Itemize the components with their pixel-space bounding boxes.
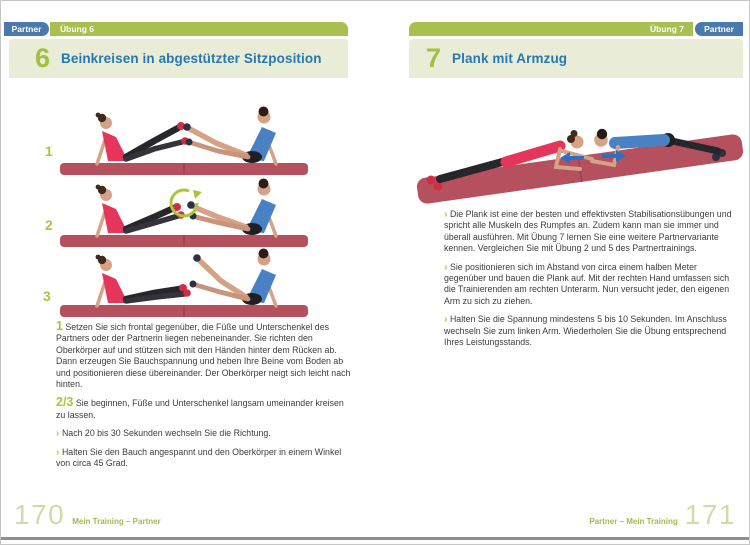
- running-title: Mein Training – Partner: [72, 516, 161, 526]
- exercise-number-right: 7: [426, 43, 442, 73]
- exercise-number-left: 6: [35, 43, 51, 73]
- woman-figure: [96, 185, 185, 236]
- footer-left: [14, 499, 161, 530]
- step-marker: 1: [56, 319, 63, 333]
- instruction-step: [56, 447, 351, 470]
- rotation-arrow-annotation: [171, 190, 202, 216]
- instructions-right: [444, 209, 736, 355]
- step-text: Die Plank ist eine der besten und effektivsten Stabilisationsübungen und spricht alle Muskeln des Rumpfes an. Zudem kann man sie immer und überall ausführen. Mit Übung 7 lernen Sie eine weitere Partnervariante kennen. Vergleichen Sie mit Übung 2 und 5 des Partnertrainings.: [444, 209, 732, 254]
- page-number: 170: [14, 499, 66, 530]
- figure-step-label: 2: [45, 217, 53, 233]
- category-tab-right: Partner: [695, 22, 743, 36]
- woman-figure: [96, 113, 189, 164]
- chevron-bullet-icon: ›: [56, 427, 60, 440]
- category-tab-left: Partner: [4, 22, 49, 36]
- figure-step-label: 1: [45, 143, 53, 159]
- man-figure: [187, 179, 276, 237]
- page-number: 171: [684, 499, 736, 530]
- exercise-photo-step-3: [56, 239, 314, 321]
- exercise-photo-plank: [414, 99, 746, 209]
- scan-bottom-edge: [1, 537, 749, 540]
- instruction-step: [444, 209, 736, 255]
- chevron-bullet-icon: ›: [444, 208, 448, 220]
- chevron-bullet-icon: ›: [444, 260, 448, 273]
- title-box-right: [409, 39, 743, 78]
- exercise-bar-left-label: Übung 6: [60, 24, 94, 34]
- partner-plank-illustration: [414, 99, 746, 209]
- exercise-bar-right: [409, 22, 693, 36]
- instruction-step: [56, 397, 351, 421]
- step-text: Halten Sie den Bauch angespannt und den Oberkörper in einem Winkel von circa 45 Grad.: [56, 446, 342, 469]
- seated-leg-circles-illustration: [56, 239, 314, 321]
- exercise-title-left: Beinkreisen in abgestützter Sitzposition: [61, 51, 322, 66]
- step-text: Sie beginnen, Füße und Unterschenkel langsam umeinander kreisen zu lassen.: [56, 398, 344, 420]
- exercise-bar-right-label: Übung 7: [650, 24, 684, 34]
- chevron-bullet-icon: ›: [444, 313, 448, 326]
- title-box-left: [9, 39, 348, 78]
- instruction-step: [56, 428, 351, 439]
- step-text: Sie positionieren sich im Abstand von circa einem halben Meter gegenüber und bauen die Plank auf. Mit der rechten Hand umfassen sich die Trainierenden am rechten Unterarm. Nun versucht jeder, den eigenen Arm zu sich zu ziehen.: [444, 261, 730, 306]
- step-text: Nach 20 bis 30 Sekunden wechseln Sie die Richtung.: [61, 428, 271, 439]
- footer-right: [589, 499, 736, 530]
- exercise-bar-left: [50, 22, 348, 36]
- instruction-step: [56, 321, 351, 390]
- man-figure: [183, 107, 276, 165]
- instructions-left: [56, 321, 351, 476]
- exercise-title-right: Plank mit Armzug: [452, 51, 568, 66]
- chevron-bullet-icon: ›: [56, 445, 60, 458]
- step-text: Setzen Sie sich frontal gegenüber, die Füße und Unterschenkel des Partners oder der Partnerin liegen nebeneinander. Sie richten den Oberkörper auf und stützen sich mit den Händen hinter dem Rücken ab. Dann erzeugen Sie Bauchspannung und heben Ihre Beine vom Boden ab und positionieren diese übereinander. Der Oberkörper neigt sich leicht nach hinten.: [56, 322, 351, 390]
- instruction-step: [444, 262, 736, 308]
- figure-step-label: 3: [43, 288, 51, 304]
- woman-figure: [96, 255, 191, 306]
- running-title: Partner – Mein Training: [589, 516, 678, 526]
- step-text: Halten Sie die Spannung mindestens 5 bis 10 Sekunden. Im Anschluss wechseln Sie zum linken Arm. Wiederholen Sie die Übung entsprechend Ihres Leistungsstands.: [444, 314, 727, 348]
- instruction-step: [444, 314, 736, 348]
- step-marker: 2/3: [56, 395, 74, 410]
- man-figure: [190, 249, 277, 307]
